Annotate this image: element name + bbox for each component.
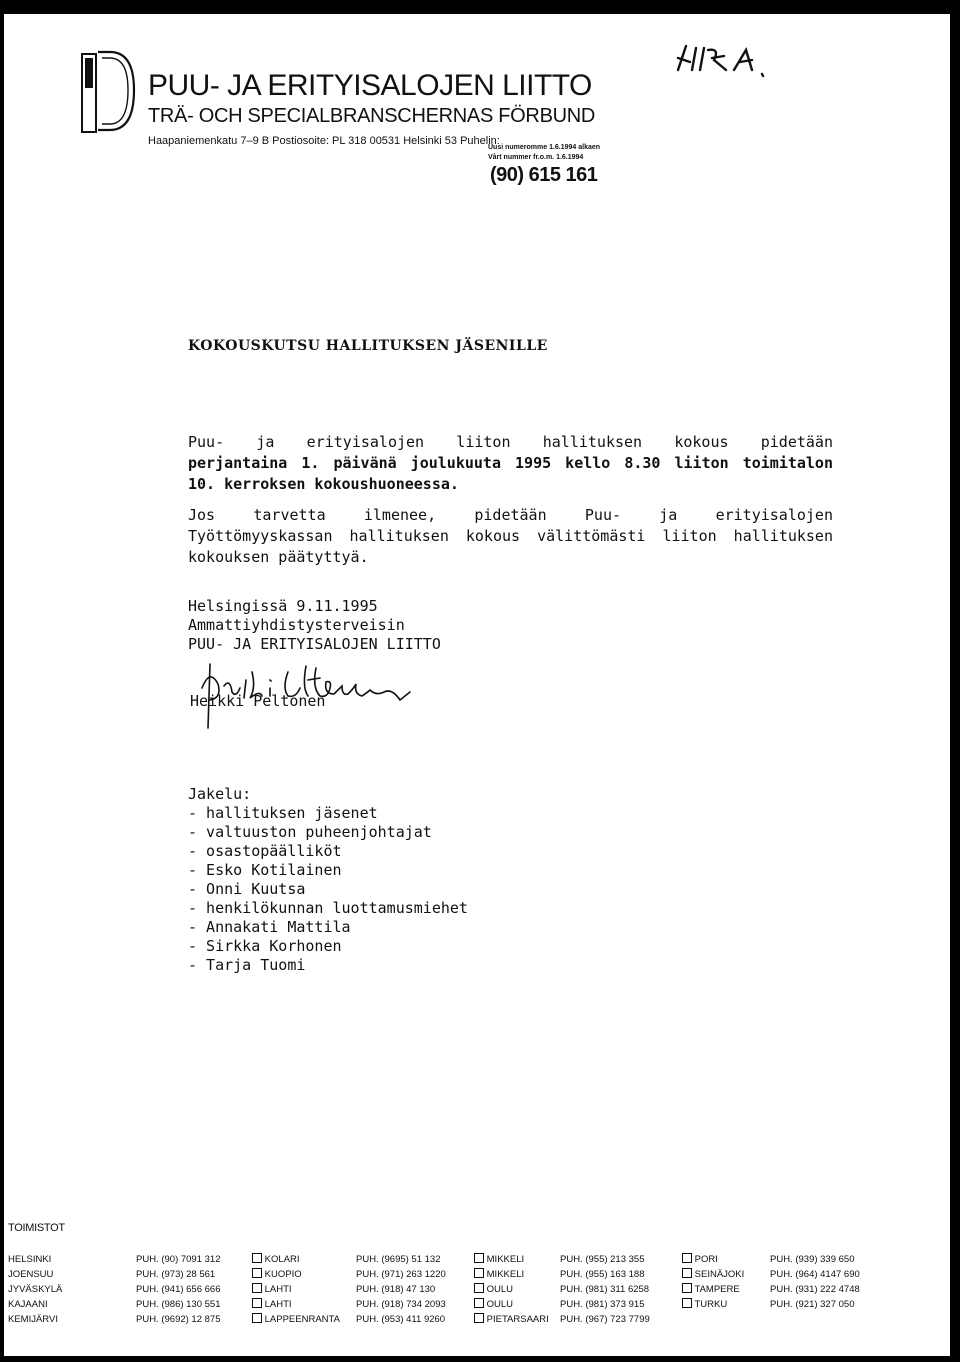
office-phone: PUH. (9695) 51 132 <box>356 1254 441 1265</box>
distribution-list <box>188 785 468 975</box>
footer-col4-phones <box>770 1252 860 1312</box>
list-item: - Tarja Tuomi <box>188 956 306 974</box>
checkbox-icon <box>252 1313 262 1323</box>
office-city: MIKKELI <box>486 1269 525 1280</box>
phone-note-sv: Vårt nummer fr.o.m. 1.6.1994 <box>488 154 584 161</box>
checkbox-icon <box>474 1283 484 1293</box>
org-name-swedish: TRÄ- OCH SPECIALBRANSCHERNAS FÖRBUND <box>148 105 596 127</box>
office-phone: PUH. (921) 327 050 <box>770 1299 855 1310</box>
office-city: PIETARSAARI <box>486 1314 549 1325</box>
office-phone: PUH. (90) 7091 312 <box>136 1254 221 1265</box>
paragraph-kassa <box>188 505 833 568</box>
paragraph-line: Työttömyyskassan hallituksen kokous välittömästi liiton hallituksen <box>188 527 833 545</box>
sender-org: PUU- JA ERITYISALOJEN LIITTO <box>188 635 441 653</box>
office-city: KOLARI <box>264 1254 300 1265</box>
distribution-title: Jakelu: <box>188 785 252 803</box>
office-city: SEINÄJOKI <box>694 1269 745 1280</box>
list-item: - henkilökunnan luottamusmiehet <box>188 899 468 917</box>
office-city: LAHTI <box>264 1284 292 1295</box>
office-city: LAHTI <box>264 1299 292 1310</box>
list-item: - valtuuston puheenjohtajat <box>188 823 432 841</box>
office-phone: PUH. (918) 47 130 <box>356 1284 436 1295</box>
office-phone: PUH. (986) 130 551 <box>136 1299 221 1310</box>
office-city: TURKU <box>694 1299 728 1310</box>
checkbox-icon <box>682 1268 692 1278</box>
office-phone: PUH. (939) 339 650 <box>770 1254 855 1265</box>
footer-col3-cities <box>474 1252 549 1327</box>
office-phone: PUH. (931) 222 4748 <box>770 1284 860 1295</box>
office-phone: PUH. (9692) 12 875 <box>136 1314 221 1325</box>
checkbox-icon <box>682 1298 692 1308</box>
footer-col2-cities <box>252 1252 340 1327</box>
union-logo <box>80 48 136 138</box>
office-city: TAMPERE <box>694 1284 740 1295</box>
office-phone: PUH. (964) 4147 690 <box>770 1269 860 1280</box>
greeting: Ammattiyhdistysterveisin <box>188 616 405 634</box>
checkbox-icon <box>682 1283 692 1293</box>
office-city: MIKKELI <box>486 1254 525 1265</box>
office-city: LAPPEENRANTA <box>264 1314 340 1325</box>
list-item: - Annakati Mattila <box>188 918 351 936</box>
footer-stub-line <box>0 1245 4 1325</box>
footer-col3-phones <box>560 1252 650 1327</box>
org-name: PUU- JA ERITYISALOJEN LIITTO <box>148 69 592 102</box>
paragraph-meeting <box>188 432 833 495</box>
letter-heading: KOKOUSKUTSU HALLITUKSEN JÄSENILLE <box>188 338 548 354</box>
office-phone: PUH. (981) 373 915 <box>560 1299 645 1310</box>
office-city: HELSINKI <box>8 1254 52 1265</box>
phone-note-fi: Uusi numeromme 1.6.1994 alkaen <box>488 144 601 151</box>
checkbox-icon <box>474 1253 484 1263</box>
office-phone: PUH. (981) 311 6258 <box>560 1284 650 1295</box>
office-city: OULU <box>486 1284 514 1295</box>
scan-edge-bottom <box>0 1356 960 1362</box>
office-phone: PUH. (953) 411 9260 <box>356 1314 446 1325</box>
list-item: - Sirkka Korhonen <box>188 937 342 955</box>
phone-number: (90) 615 161 <box>490 164 598 186</box>
place-date: Helsingissä 9.11.1995 <box>188 597 378 615</box>
letterhead <box>148 70 595 148</box>
scan-edge-left <box>0 0 4 1362</box>
office-city: OULU <box>486 1299 514 1310</box>
paragraph-line: 10. kerroksen kokoushuoneessa. <box>188 475 459 493</box>
checkbox-icon <box>682 1253 692 1263</box>
office-phone: PUH. (955) 163 188 <box>560 1269 645 1280</box>
office-city: JOENSUU <box>8 1269 54 1280</box>
office-phone: PUH. (918) 734 2093 <box>356 1299 446 1310</box>
checkbox-icon <box>252 1268 262 1278</box>
office-phone: PUH. (971) 263 1220 <box>356 1269 446 1280</box>
office-phone: PUH. (941) 656 666 <box>136 1284 221 1295</box>
signer-name: Heikki Peltonen <box>190 692 326 710</box>
checkbox-icon <box>252 1298 262 1308</box>
scan-edge-right <box>950 0 960 1362</box>
office-city: KEMIJÄRVI <box>8 1314 58 1325</box>
office-city: KAJAANI <box>8 1299 48 1310</box>
checkbox-icon <box>474 1313 484 1323</box>
paragraph-line: Jos tarvetta ilmenee, pidetään Puu- ja erityisalojen <box>188 506 833 524</box>
paragraph-line: kokouksen päätyttyä. <box>188 548 369 566</box>
list-item: - Onni Kuutsa <box>188 880 306 898</box>
office-phone: PUH. (955) 213 355 <box>560 1254 645 1265</box>
office-city: PORI <box>694 1254 718 1265</box>
paragraph-line: Puu- ja erityisalojen liiton hallituksen kokous pidetään <box>188 433 833 451</box>
list-item: - osastopäälliköt <box>188 842 342 860</box>
footer-title: TOIMISTOT <box>8 1222 65 1234</box>
footer-col2-phones <box>356 1252 446 1327</box>
footer-col1-phones <box>136 1252 221 1327</box>
checkbox-icon <box>474 1298 484 1308</box>
list-item: - Esko Kotilainen <box>188 861 342 879</box>
closing-block <box>188 597 441 654</box>
checkbox-icon <box>474 1268 484 1278</box>
office-phone: PUH. (973) 28 561 <box>136 1269 216 1280</box>
scan-edge-top <box>0 0 960 14</box>
address-line: Haapaniemenkatu 7–9 B Postiosoite: PL 318 00531 Helsinki 53 Puhelin: <box>148 135 500 147</box>
footer-col1-cities <box>8 1252 62 1327</box>
checkbox-icon <box>252 1253 262 1263</box>
paragraph-line: perjantaina 1. päivänä joulukuuta 1995 kello 8.30 liiton toimitalon <box>188 454 833 472</box>
phone-notes <box>488 143 600 163</box>
handwritten-reference-mark <box>668 40 778 82</box>
footer-col4-cities <box>682 1252 744 1312</box>
checkbox-icon <box>252 1283 262 1293</box>
office-phone: PUH. (967) 723 7799 <box>560 1314 650 1325</box>
list-item: - hallituksen jäsenet <box>188 804 378 822</box>
office-city: JYVÄSKYLÄ <box>8 1284 63 1295</box>
office-city: KUOPIO <box>264 1269 302 1280</box>
